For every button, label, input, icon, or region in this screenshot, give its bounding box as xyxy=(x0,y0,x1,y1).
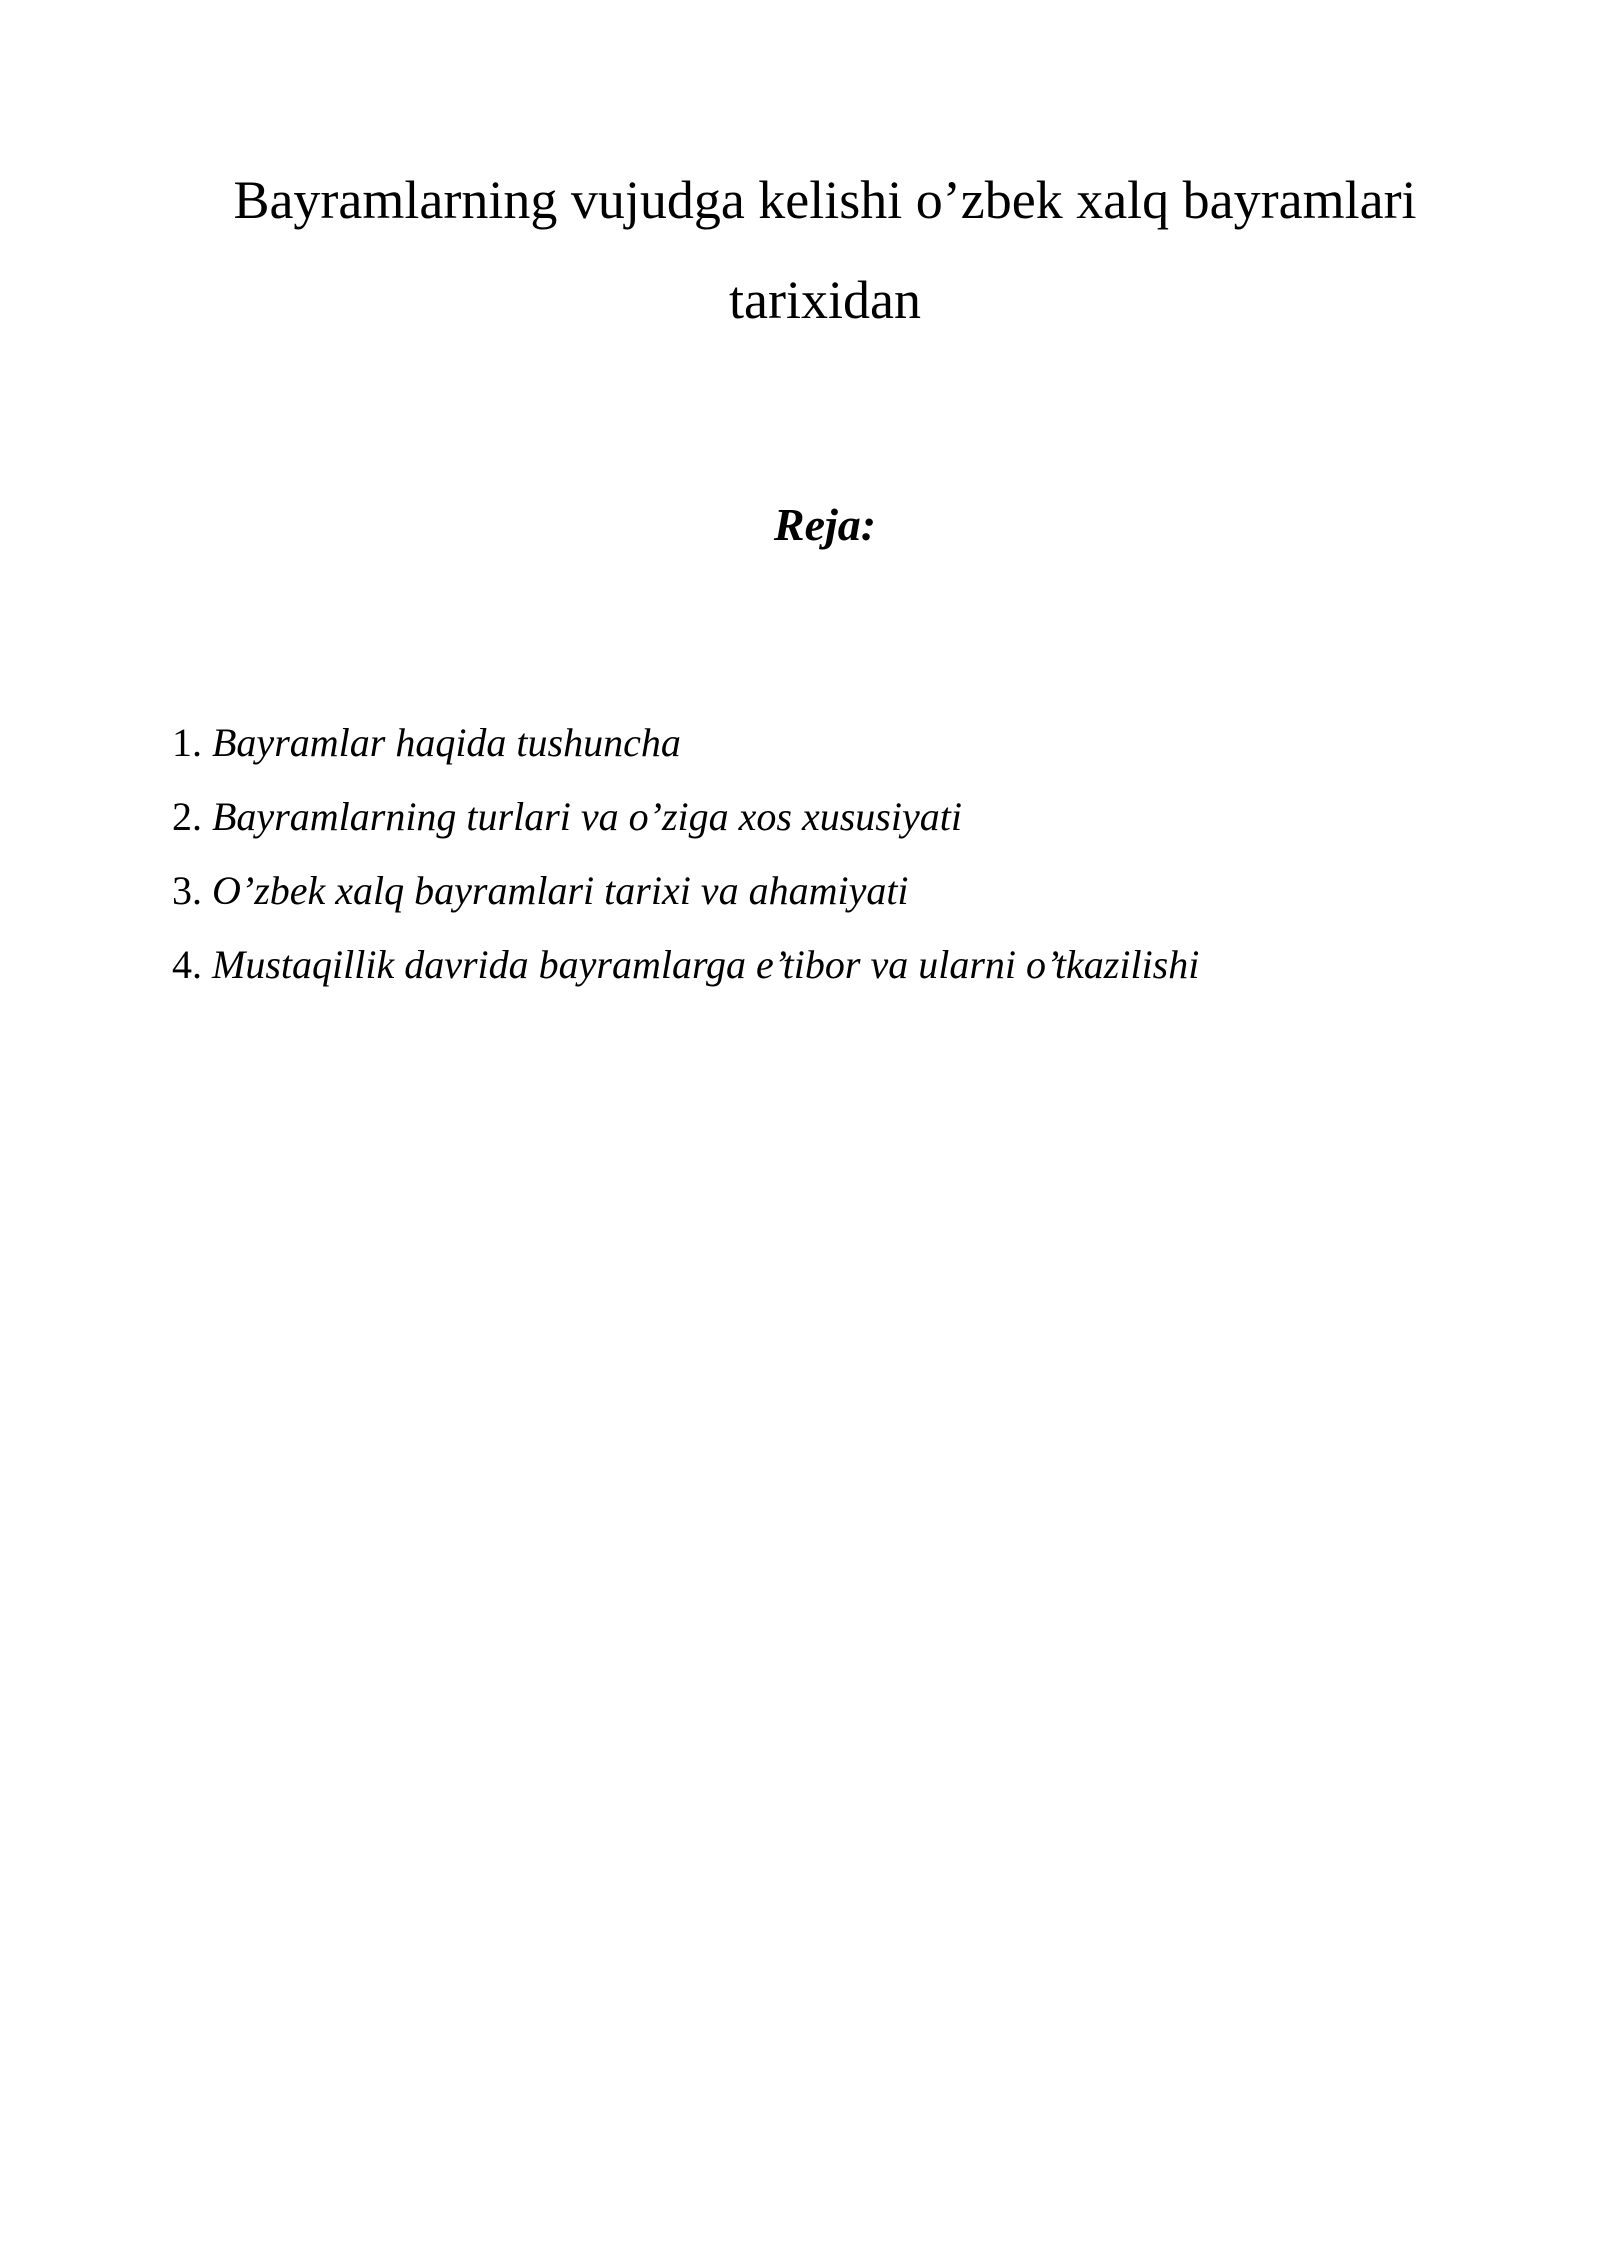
plan-item-text: Bayramlar haqida tushuncha xyxy=(212,720,681,765)
plan-list xyxy=(172,706,1199,1002)
plan-item xyxy=(172,780,1199,854)
plan-item-text: Bayramlarning turlari va o’ziga xos xususiyati xyxy=(212,794,962,839)
plan-item-number: 3. xyxy=(172,868,202,913)
plan-item xyxy=(172,854,1199,928)
plan-item-number: 2. xyxy=(172,794,202,839)
plan-item-number: 4. xyxy=(172,942,202,987)
title-line-2: tarixidan xyxy=(729,270,921,330)
plan-item xyxy=(172,928,1199,1002)
plan-item-text: O’zbek xalq bayramlari tarixi va ahamiyati xyxy=(212,868,909,913)
document-title xyxy=(150,150,1500,350)
plan-item-text: Mustaqillik davrida bayramlarga e’tibor va ularni o’tkazilishi xyxy=(212,942,1200,987)
plan-item-number: 1. xyxy=(172,720,202,765)
plan-heading: Reja: xyxy=(773,499,877,550)
title-line-1: Bayramlarning vujudga kelishi o’zbek xalq bayramlari xyxy=(233,170,1417,230)
plan-item xyxy=(172,706,1199,780)
